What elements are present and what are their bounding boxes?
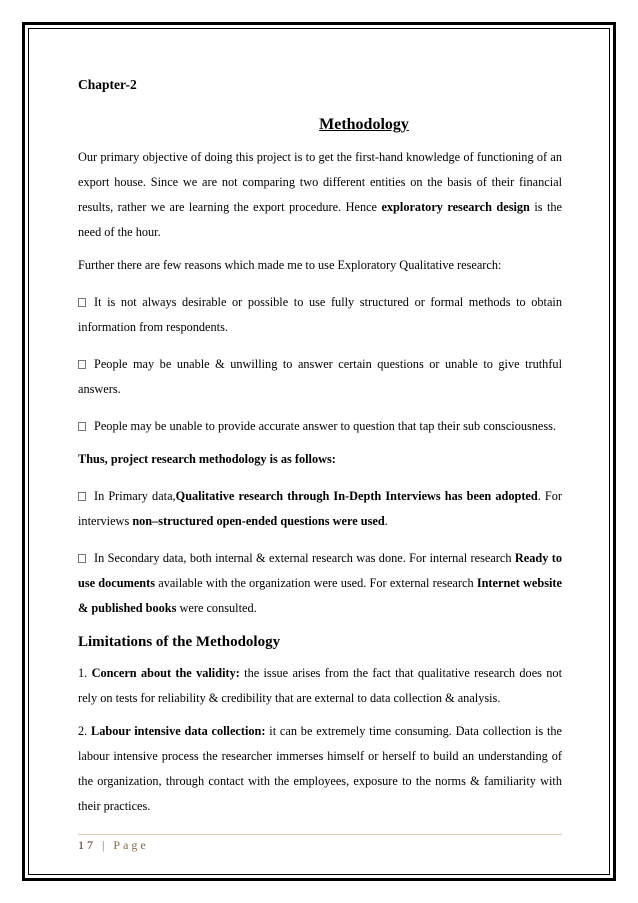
bullet-square-icon [78,492,86,501]
page-footer [78,838,149,853]
limitations-heading: Limitations of the Methodology [78,634,281,650]
limitation-item: 2. Labour intensive data collection: it can be extremely time consuming. Data collection is the labour intensive process the researcher immerses himself or herself to build an understanding of the organization, through contact with the employees, exposure to the norms & familiarity with their practices. [78,724,563,813]
primary-data-item: In Primary data,Qualitative research through In-Depth Interviews has been adopted. For interviews non–structured open-ended questions were used. [78,489,562,528]
bullet-square-icon [78,298,86,307]
reason-item [78,352,562,402]
intro-paragraph [78,145,562,245]
footer-separator: | [102,838,108,852]
reason-text: People may be unable & unwilling to answer certain questions or unable to give truthful answers. [78,357,562,396]
reason-item [78,414,562,439]
page-content [78,76,562,819]
bullet-square-icon [78,360,86,369]
bullet-square-icon [78,554,86,563]
secondary-data-item: In Secondary data, both internal & external research was done. For internal research Ready to use documents available with the organization were used. For external research Internet website & published books were consulted. [78,551,562,615]
intro-text-1: Our primary objective of doing this project is to get the first-hand knowledge of functioning of an export house. Since we are not comparing two different entities on the basis of their financial results, rather we are learning the export procedure. Hence [78,150,562,214]
summary-heading: Thus, project research methodology is as follows: [78,452,336,466]
intro-text-2: is the need of the hour. [78,200,562,239]
page-number: 17 [78,838,96,852]
reason-item [78,290,562,340]
page-label: Page [113,838,149,852]
reason-text: People may be unable to provide accurate answer to question that tap their sub consciousness. [94,419,557,433]
footer-divider [78,834,562,835]
bullet-square-icon [78,422,86,431]
reason-text: It is not always desirable or possible to use fully structured or formal methods to obtain information from respondents. [78,295,562,334]
limitation-item: 1. Concern about the validity: the issue arises from the fact that qualitative research does not rely on tests for reliability & credibility that are external to data collection & analysis. [78,666,562,705]
reasons-intro: Further there are few reasons which made me to use Exploratory Qualitative research: [78,258,502,272]
chapter-label: Chapter-2 [78,77,137,92]
page-title: Methodology [319,116,409,133]
intro-bold: exploratory research design [381,200,530,214]
